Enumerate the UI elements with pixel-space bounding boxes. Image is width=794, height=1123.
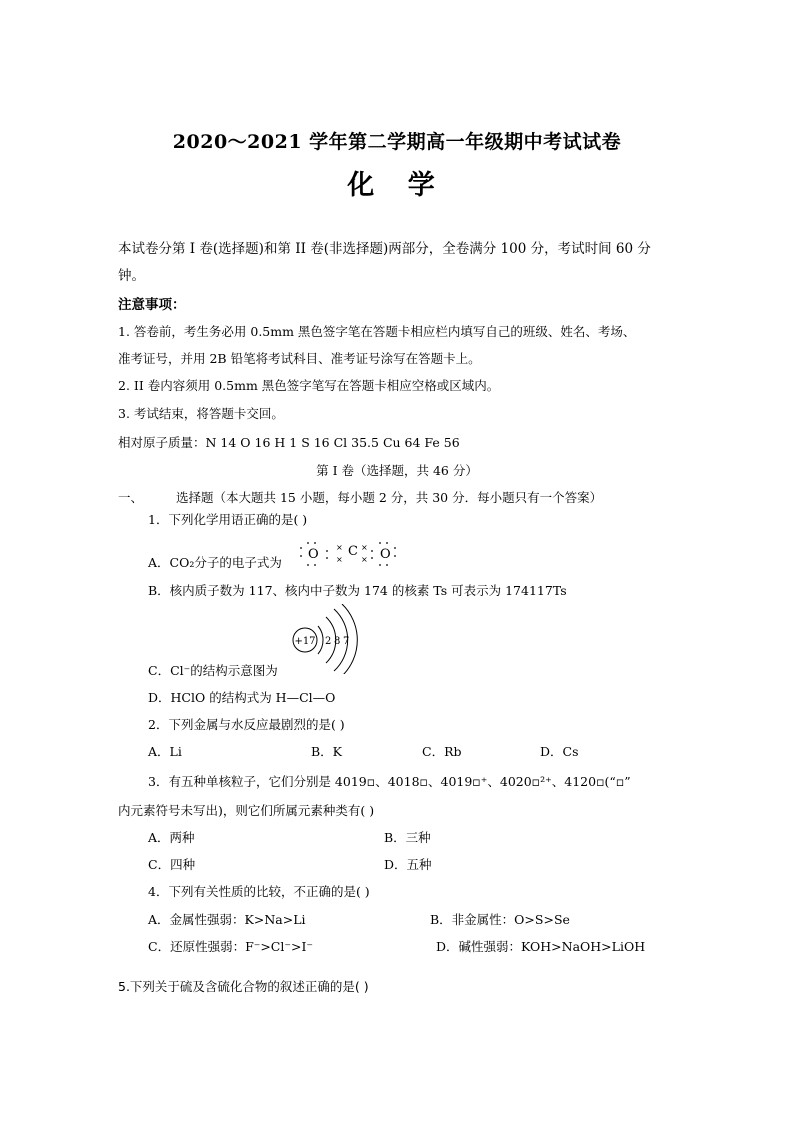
- exam-title: 2020～2021 学年第二学期高一年级期中考试试卷: [172, 131, 622, 153]
- svg-text:×: ×: [336, 555, 343, 564]
- notice-item-1-line-2: 准考证号，并用 2B 铅笔将考试科目、准考证号涂写在答题卡上。: [118, 351, 481, 366]
- q3-stem-line-2: 内元素符号未写出)，则它们所属元素种类有( ): [118, 803, 375, 818]
- atomic-masses: 相对原子质量：N 14 O 16 H 1 S 16 Cl 35.5 Cu 64 Fe 56: [118, 435, 460, 450]
- notice-item-2: 2. II 卷内容须用 0.5mm 黑色签字笔写在答题卡相应空格或区域内。: [118, 378, 500, 393]
- part-number: 一、: [118, 490, 144, 505]
- shell-3-electrons: 7: [343, 636, 350, 647]
- intro-line-1: 本试卷分第 I 卷(选择题)和第 II 卷(非选择题)两部分，全卷满分 100 分，考试时间 60 分: [118, 241, 651, 257]
- q4-option-b: B．非金属性：O>S>Se: [430, 912, 570, 927]
- q4-option-c: C．还原性强弱：F⁻>Cl⁻>I⁻: [148, 939, 313, 954]
- co2-c: C: [348, 544, 358, 559]
- co2-electron-formula: [296, 536, 406, 572]
- q3-stem-line-1: 3．有五种单核粒子，它们分别是 4019▫、4018▫、4019▫⁺、4020▫²⁺、4120▫(“▫”: [148, 774, 631, 789]
- svg-text:×: ×: [361, 543, 368, 552]
- nucleus-charge: +17: [294, 636, 316, 647]
- section-1-heading: 第 I 卷（选择题，共 46 分）: [316, 463, 478, 478]
- q4-option-a: A．金属性强弱：K>Na>Li: [148, 912, 306, 927]
- q2-option-c: C．Rb: [422, 744, 462, 759]
- q1-option-c: C．Cl⁻的结构示意图为: [148, 663, 278, 678]
- q4-option-d: D．碱性强弱：KOH>NaOH>LiOH: [436, 939, 646, 954]
- co2-o-left: O: [308, 547, 319, 562]
- q1-option-d: D．HClO 的结构式为 H—Cl—O: [148, 690, 336, 705]
- part-description: 选择题（本大题共 15 小题，每小题 2 分，共 30 分．每小题只有一个答案）: [176, 490, 603, 505]
- notice-heading: 注意事项：: [118, 297, 186, 313]
- q3-option-a: A．两种: [148, 830, 195, 845]
- shell-1-electrons: 2: [325, 636, 332, 647]
- q5-stem: 5.下列关于硫及含硫化合物的叙述正确的是( ): [118, 979, 369, 994]
- q1-stem: 1．下列化学用语正确的是( ): [148, 512, 308, 527]
- co2-o-right: O: [380, 547, 391, 562]
- q2-option-d: D．Cs: [540, 744, 579, 759]
- q2-stem: 2．下列金属与水反应最剧烈的是( ): [148, 717, 345, 732]
- cl-ion-structure-diagram: [288, 604, 368, 674]
- q3-option-d: D．五种: [384, 857, 432, 872]
- q2-option-b: B．K: [311, 744, 343, 759]
- intro-line-2: 钟。: [118, 268, 145, 284]
- q2-option-a: A．Li: [148, 744, 182, 759]
- q4-stem: 4．下列有关性质的比较，不正确的是( ): [148, 884, 370, 899]
- q1-option-b: B．核内质子数为 117、核内中子数为 174 的核素 Ts 可表示为 174117Ts: [148, 583, 567, 598]
- notice-item-3: 3. 考试结束，将答题卡交回。: [118, 406, 284, 421]
- notice-item-1-line-1: 1. 答卷前，考生务必用 0.5mm 黑色签字笔在答题卡相应栏内填写自己的班级、姓名、考场、: [118, 324, 636, 339]
- q3-option-b: B．三种: [384, 830, 431, 845]
- svg-text:×: ×: [336, 543, 343, 552]
- q3-option-c: C．四种: [148, 857, 196, 872]
- svg-text:×: ×: [361, 555, 368, 564]
- subject-title: 化 学: [347, 170, 447, 201]
- q1-option-a: A．CO₂分子的电子式为: [148, 555, 282, 570]
- shell-2-electrons: 8: [334, 636, 341, 647]
